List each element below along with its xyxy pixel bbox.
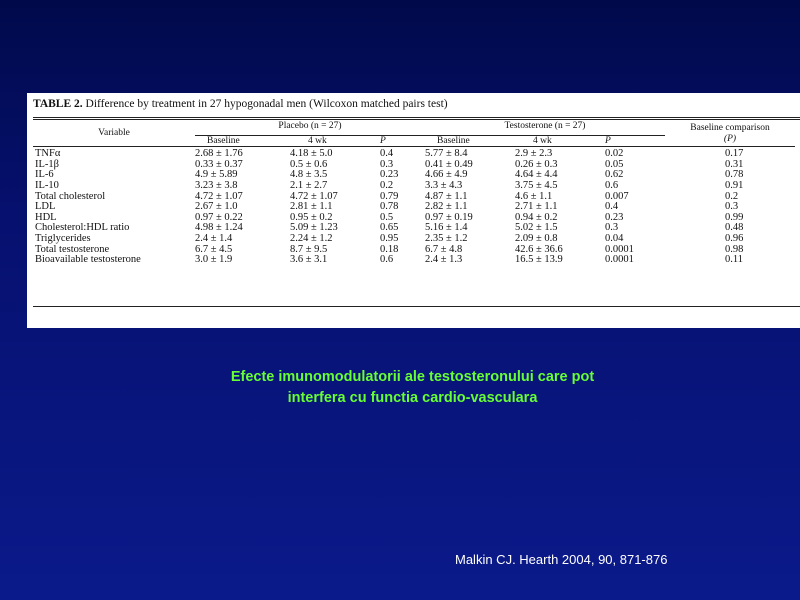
cell-baseline-comparison: 0.48 (725, 222, 744, 234)
cell-testosterone-4wk: 42.6 ± 36.6 (515, 243, 563, 255)
cell-testosterone-p: 0.007 (605, 190, 629, 202)
table-title (33, 98, 448, 110)
cell-baseline-comparison: 0.3 (725, 201, 739, 213)
cell-testosterone-p: 0.02 (605, 148, 624, 160)
cell-testosterone-4wk: 4.6 ± 1.1 (515, 190, 553, 202)
cell-placebo-4wk: 0.5 ± 0.6 (290, 158, 328, 170)
cell-baseline-comparison: 0.99 (725, 211, 744, 223)
cell-testosterone-baseline: 4.66 ± 4.9 (425, 169, 468, 181)
cell-baseline-comparison: 0.96 (725, 232, 744, 244)
cell-testosterone-baseline: 3.3 ± 4.3 (425, 179, 463, 191)
cell-baseline-comparison: 0.17 (725, 148, 744, 160)
cell-testosterone-p: 0.6 (605, 179, 619, 191)
cell-placebo-baseline: 2.4 ± 1.4 (195, 232, 233, 244)
cell-testosterone-4wk: 3.75 ± 4.5 (515, 179, 558, 191)
cell-placebo-4wk: 8.7 ± 9.5 (290, 243, 328, 255)
header-baseline-comparison-text: Baseline comparison (690, 123, 770, 133)
cell-testosterone-p: 0.05 (605, 158, 624, 170)
table-row (33, 170, 795, 181)
cell-placebo-baseline: 4.72 ± 1.07 (195, 190, 243, 202)
cell-testosterone-4wk: 4.64 ± 4.4 (515, 169, 558, 181)
cell-placebo-p: 0.95 (380, 232, 399, 244)
cell-testosterone-p: 0.04 (605, 232, 624, 244)
cell-placebo-4wk: 2.1 ± 2.7 (290, 179, 328, 191)
cell-variable: IL-1β (35, 158, 59, 170)
cell-baseline-comparison: 0.91 (725, 179, 744, 191)
cell-testosterone-4wk: 16.5 ± 13.9 (515, 254, 563, 266)
citation: Malkin CJ. Hearth 2004, 90, 871-876 (455, 552, 668, 567)
cell-testosterone-p: 0.23 (605, 211, 624, 223)
cell-testosterone-p: 0.62 (605, 169, 624, 181)
table-row (33, 160, 795, 171)
cell-variable: TNFα (35, 148, 61, 160)
cell-placebo-p: 0.78 (380, 201, 399, 213)
cell-testosterone-baseline: 6.7 ± 4.8 (425, 243, 463, 255)
table-row (33, 181, 795, 192)
cell-placebo-p: 0.4 (380, 148, 394, 160)
cell-placebo-baseline: 2.67 ± 1.0 (195, 201, 238, 213)
cell-placebo-p: 0.3 (380, 158, 394, 170)
cell-testosterone-4wk: 2.9 ± 2.3 (515, 148, 553, 160)
cell-testosterone-p: 0.3 (605, 222, 619, 234)
cell-placebo-4wk: 5.09 ± 1.23 (290, 222, 338, 234)
table-body (33, 147, 795, 266)
table-row (33, 223, 795, 234)
caption-line-2: interfera cu functia cardio-vasculara (287, 390, 538, 406)
table-title-text: Difference by treatment in 27 hypogonadal men (Wilcoxon matched pairs test) (85, 98, 448, 110)
cell-placebo-4wk: 2.81 ± 1.1 (290, 201, 333, 213)
header-testosterone-p: P (605, 135, 611, 146)
cell-baseline-comparison: 0.11 (725, 254, 743, 266)
cell-placebo-baseline: 3.0 ± 1.9 (195, 254, 233, 266)
cell-placebo-p: 0.65 (380, 222, 399, 234)
cell-testosterone-baseline: 5.77 ± 8.4 (425, 148, 468, 160)
cell-testosterone-p: 0.0001 (605, 243, 634, 255)
caption-line-1: Efecte imunomodulatorii ale testosteronului care pot (230, 369, 595, 385)
header-placebo-p: P (380, 135, 386, 146)
cell-variable: Bioavailable testosterone (35, 254, 141, 266)
cell-testosterone-4wk: 2.09 ± 0.8 (515, 232, 558, 244)
cell-placebo-p: 0.18 (380, 243, 399, 255)
slide-caption (140, 367, 685, 409)
table-image (27, 93, 800, 328)
cell-variable: HDL (35, 211, 57, 223)
table-label: TABLE 2. (33, 98, 83, 110)
cell-testosterone-baseline: 2.4 ± 1.3 (425, 254, 463, 266)
cell-placebo-4wk: 0.95 ± 0.2 (290, 211, 333, 223)
cell-placebo-baseline: 4.9 ± 5.89 (195, 169, 238, 181)
cell-testosterone-baseline: 0.41 ± 0.49 (425, 158, 473, 170)
cell-testosterone-baseline: 2.82 ± 1.1 (425, 201, 468, 213)
cell-testosterone-baseline: 5.16 ± 1.4 (425, 222, 468, 234)
cell-placebo-p: 0.2 (380, 179, 394, 191)
cell-testosterone-baseline: 2.35 ± 1.2 (425, 232, 468, 244)
cell-placebo-4wk: 4.72 ± 1.07 (290, 190, 338, 202)
table-row (33, 245, 795, 256)
cell-placebo-baseline: 0.33 ± 0.37 (195, 158, 243, 170)
table-row (33, 202, 795, 213)
results-table (33, 121, 795, 266)
cell-placebo-baseline: 0.97 ± 0.22 (195, 211, 243, 223)
cell-placebo-p: 0.79 (380, 190, 399, 202)
cell-testosterone-baseline: 0.97 ± 0.19 (425, 211, 473, 223)
cell-placebo-baseline: 2.68 ± 1.76 (195, 148, 243, 160)
header-testosterone-4wk: 4 wk (533, 135, 552, 146)
cell-testosterone-4wk: 0.26 ± 0.3 (515, 158, 558, 170)
cell-placebo-baseline: 4.98 ± 1.24 (195, 222, 243, 234)
header-placebo-baseline: Baseline (207, 135, 240, 146)
header-testosterone: Testosterone (n = 27) (425, 121, 665, 135)
cell-testosterone-4wk: 5.02 ± 1.5 (515, 222, 558, 234)
cell-variable: LDL (35, 201, 56, 213)
table-bottom-rule (33, 306, 800, 307)
cell-variable: Total cholesterol (35, 190, 106, 202)
cell-variable: Triglycerides (35, 232, 91, 244)
cell-baseline-comparison: 0.2 (725, 190, 739, 202)
header-baseline-comparison (665, 121, 795, 147)
header-baseline-comparison-p: (P) (723, 133, 737, 144)
header-placebo: Placebo (n = 27) (195, 121, 425, 135)
cell-testosterone-p: 0.0001 (605, 254, 634, 266)
table-row (33, 234, 795, 245)
cell-testosterone-4wk: 2.71 ± 1.1 (515, 201, 558, 213)
cell-placebo-4wk: 4.8 ± 3.5 (290, 169, 328, 181)
cell-baseline-comparison: 0.31 (725, 158, 744, 170)
cell-placebo-p: 0.5 (380, 211, 394, 223)
cell-placebo-p: 0.6 (380, 254, 394, 266)
cell-placebo-4wk: 3.6 ± 3.1 (290, 254, 328, 266)
header-placebo-4wk: 4 wk (308, 135, 327, 146)
table-row (33, 255, 795, 266)
cell-placebo-baseline: 3.23 ± 3.8 (195, 179, 238, 191)
cell-variable: Cholesterol:HDL ratio (35, 222, 130, 234)
cell-testosterone-baseline: 4.87 ± 1.1 (425, 190, 468, 202)
table-row (33, 147, 795, 160)
cell-baseline-comparison: 0.78 (725, 169, 744, 181)
cell-placebo-4wk: 2.24 ± 1.2 (290, 232, 333, 244)
cell-baseline-comparison: 0.98 (725, 243, 744, 255)
cell-variable: IL-6 (35, 169, 54, 181)
table-top-rule-2 (33, 119, 800, 120)
cell-variable: IL-10 (35, 179, 59, 191)
header-testosterone-baseline: Baseline (437, 135, 470, 146)
cell-testosterone-p: 0.4 (605, 201, 619, 213)
table-top-rule (33, 117, 800, 118)
table-row (33, 192, 795, 203)
cell-placebo-p: 0.23 (380, 169, 399, 181)
table-row (33, 213, 795, 224)
cell-variable: Total testosterone (35, 243, 110, 255)
header-variable: Variable (98, 128, 130, 139)
cell-testosterone-4wk: 0.94 ± 0.2 (515, 211, 558, 223)
cell-placebo-baseline: 6.7 ± 4.5 (195, 243, 233, 255)
cell-placebo-4wk: 4.18 ± 5.0 (290, 148, 333, 160)
